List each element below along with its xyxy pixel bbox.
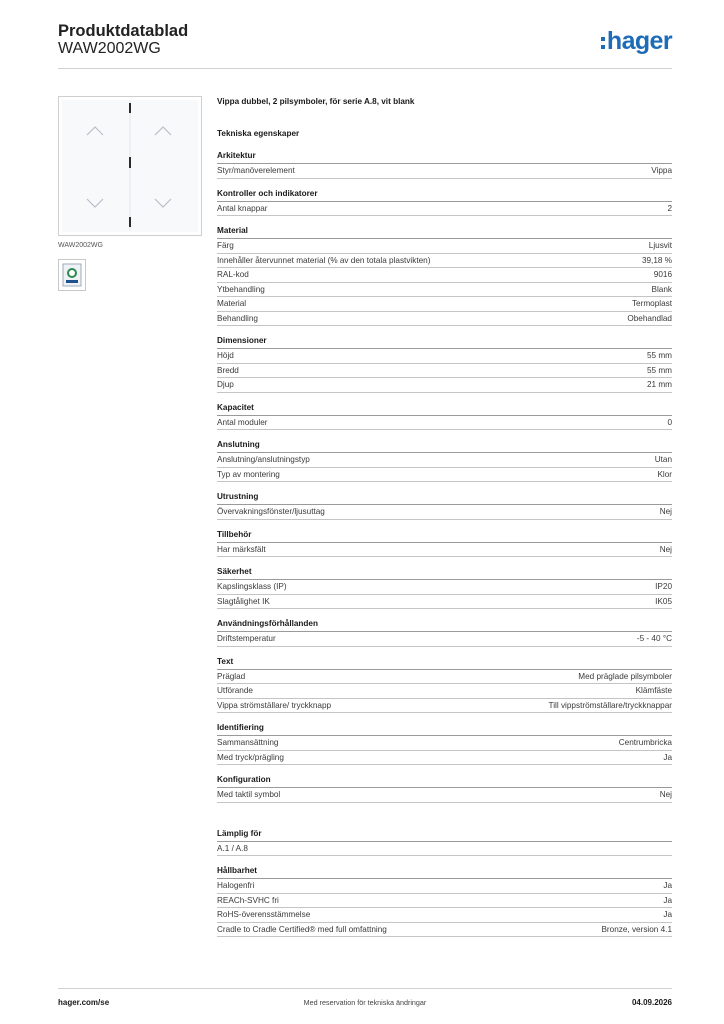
- spec-value: Till vippströmställare/tryckknappar: [548, 700, 672, 710]
- logo-text: hager: [606, 27, 672, 55]
- spec-group: [217, 865, 672, 937]
- spec-value: Ja: [663, 881, 672, 890]
- spec-key: Slagtålighet IK: [217, 596, 270, 606]
- product-image: [58, 96, 202, 236]
- spec-group: [217, 656, 672, 714]
- spec-key: Sammansättning: [217, 738, 279, 747]
- spec-value: Ja: [663, 752, 672, 762]
- spec-key: RAL-kod: [217, 270, 249, 279]
- spec-value: 39,18 %: [641, 255, 672, 265]
- spec-key: Höjd: [217, 351, 234, 360]
- spec-row: [217, 842, 672, 857]
- spec-group: [217, 335, 672, 393]
- spec-row: [217, 312, 672, 327]
- spec-value: Med präglade pilsymboler: [578, 671, 672, 681]
- spec-value: 55 mm: [646, 365, 672, 375]
- spec-row: [217, 923, 672, 938]
- spec-value: IP20: [655, 582, 672, 591]
- spec-value: Ja: [663, 910, 672, 919]
- spec-group-title: Dimensioner: [217, 335, 672, 349]
- spec-value: Nej: [659, 544, 672, 554]
- spec-value: IK05: [655, 596, 672, 606]
- spec-group-title: Hållbarhet: [217, 865, 672, 879]
- spec-value: -5 - 40 °C: [636, 634, 672, 643]
- spec-group-title: Utrustning: [217, 491, 672, 505]
- spec-row: [217, 453, 672, 468]
- spec-value: 2: [667, 203, 672, 213]
- tech-heading: Tekniska egenskaper: [217, 129, 300, 138]
- spec-value: Ljusvit: [648, 241, 672, 250]
- spec-key: Innehåller återvunnet material (% av den totala plastvikten): [217, 255, 431, 265]
- footer-site-link[interactable]: hager.com/se: [58, 998, 110, 1007]
- spec-group: [217, 439, 672, 482]
- spec-row: [217, 254, 672, 269]
- spec-row: [217, 751, 672, 766]
- spec-key: Med tryck/prägling: [217, 752, 284, 762]
- spec-key: Anslutning/anslutningstyp: [217, 455, 310, 464]
- spec-group: [217, 618, 672, 647]
- spec-value: Utan: [654, 455, 672, 464]
- left-column: [58, 96, 202, 291]
- logo-colon-icon: [601, 37, 605, 49]
- spec-group-title: Lämplig för: [217, 828, 672, 842]
- spec-group-title: Arkitektur: [217, 150, 672, 164]
- footer-date: 04.09.2026: [631, 998, 672, 1007]
- spec-key: REACh-SVHC fri: [217, 895, 279, 905]
- spec-group: [217, 225, 672, 326]
- product-code: WAW2002WG: [58, 40, 161, 57]
- spec-key: Kapslingsklass (IP): [217, 582, 287, 591]
- header-divider: [58, 68, 672, 69]
- spec-key: Driftstemperatur: [217, 634, 276, 643]
- spec-value: 21 mm: [646, 380, 672, 389]
- spec-key: Vippa strömställare/ tryckknapp: [217, 700, 332, 710]
- spec-row: [217, 239, 672, 254]
- spec-row: [217, 468, 672, 483]
- spec-row: [217, 699, 672, 714]
- spec-group: [217, 529, 672, 558]
- image-caption: WAW2002WG: [58, 242, 103, 249]
- spec-row: [217, 378, 672, 393]
- spec-key: Djup: [217, 380, 234, 389]
- spec-row: [217, 505, 672, 520]
- spec-row: [217, 879, 672, 894]
- page-footer: [58, 998, 672, 1010]
- spec-group: [217, 491, 672, 520]
- spec-row: [217, 543, 672, 558]
- spec-key: Cradle to Cradle Certified® med full omfattning: [217, 924, 387, 934]
- spec-row: [217, 268, 672, 283]
- document-title: Produktdatablad: [58, 22, 189, 40]
- spec-group-title: Kontroller och indikatorer: [217, 188, 672, 202]
- spec-key: A.1 / A.8: [217, 843, 248, 853]
- spec-key: RoHS-överensstämmelse: [217, 910, 311, 919]
- spec-key: Färg: [217, 241, 234, 250]
- spec-column: [217, 95, 672, 937]
- spec-row: [217, 297, 672, 312]
- spec-group-title: Material: [217, 225, 672, 239]
- spec-row: [217, 283, 672, 298]
- spec-row: [217, 632, 672, 647]
- spec-value: Klor: [657, 469, 672, 479]
- spec-value: Ja: [663, 895, 672, 905]
- spec-value: Bronze, version 4.1: [601, 924, 672, 934]
- spec-group-title: Konfiguration: [217, 774, 672, 788]
- spec-key: Typ av montering: [217, 469, 280, 479]
- spec-row: [217, 908, 672, 923]
- spec-value: Centrumbricka: [618, 738, 672, 747]
- footer-divider: [58, 988, 672, 989]
- spec-value: Termoplast: [631, 299, 672, 308]
- spec-group: [217, 150, 672, 179]
- spec-group: [217, 828, 672, 857]
- spec-group-title: Text: [217, 656, 672, 670]
- spec-row: [217, 580, 672, 595]
- spec-group-title: Säkerhet: [217, 566, 672, 580]
- spec-row: [217, 349, 672, 364]
- spec-value: 55 mm: [646, 351, 672, 360]
- spec-groups: [217, 150, 672, 937]
- spec-row: [217, 788, 672, 803]
- spec-key: Övervakningsfönster/ljusuttag: [217, 507, 325, 516]
- spec-group-title: Tillbehör: [217, 529, 672, 543]
- spec-group-title: Anslutning: [217, 439, 672, 453]
- spec-value: Nej: [659, 790, 672, 799]
- spec-value: Obehandlad: [627, 313, 672, 323]
- spec-key: Halogenfri: [217, 881, 255, 890]
- spec-group-title: Användningsförhållanden: [217, 618, 672, 632]
- spec-key: Styr/manöverelement: [217, 166, 295, 175]
- spec-row: [217, 595, 672, 610]
- page-header: [58, 22, 672, 68]
- product-description: Vippa dubbel, 2 pilsymboler, för serie A.8, vit blank: [217, 97, 415, 106]
- spec-key: Antal moduler: [217, 417, 268, 427]
- spec-value: 9016: [653, 270, 672, 279]
- spec-key: Utförande: [217, 686, 253, 695]
- spec-key: Bredd: [217, 365, 239, 375]
- spec-group: [217, 566, 672, 609]
- spec-key: Antal knappar: [217, 203, 268, 213]
- spec-key: Ytbehandling: [217, 284, 265, 294]
- spec-value: Vippa: [651, 166, 672, 175]
- spec-value: Blank: [651, 284, 672, 294]
- epd-certificate-icon[interactable]: [58, 259, 86, 291]
- spec-value: Klämfäste: [635, 686, 672, 695]
- spec-group-title: Kapacitet: [217, 402, 672, 416]
- spec-row: [217, 364, 672, 379]
- spec-group: [217, 188, 672, 217]
- footer-note: Med reservation för tekniska ändringar: [303, 998, 427, 1007]
- spec-row: [217, 894, 672, 909]
- spec-group: [217, 402, 672, 431]
- spec-key: Material: [217, 299, 247, 308]
- spec-group: [217, 774, 672, 803]
- spec-row: [217, 202, 672, 217]
- spec-key: Med taktil symbol: [217, 790, 281, 799]
- spec-value: 0: [667, 417, 672, 427]
- spec-group-title: Identifiering: [217, 722, 672, 736]
- spec-key: Har märksfält: [217, 544, 266, 554]
- spec-row: [217, 736, 672, 751]
- spec-row: [217, 416, 672, 431]
- spec-value: Nej: [659, 507, 672, 516]
- spec-group: [217, 722, 672, 765]
- spec-row: [217, 670, 672, 685]
- spec-key: Behandling: [217, 313, 258, 323]
- spec-row: [217, 164, 672, 179]
- spec-row: [217, 684, 672, 699]
- spec-key: Präglad: [217, 671, 246, 681]
- hager-logo: [601, 28, 672, 54]
